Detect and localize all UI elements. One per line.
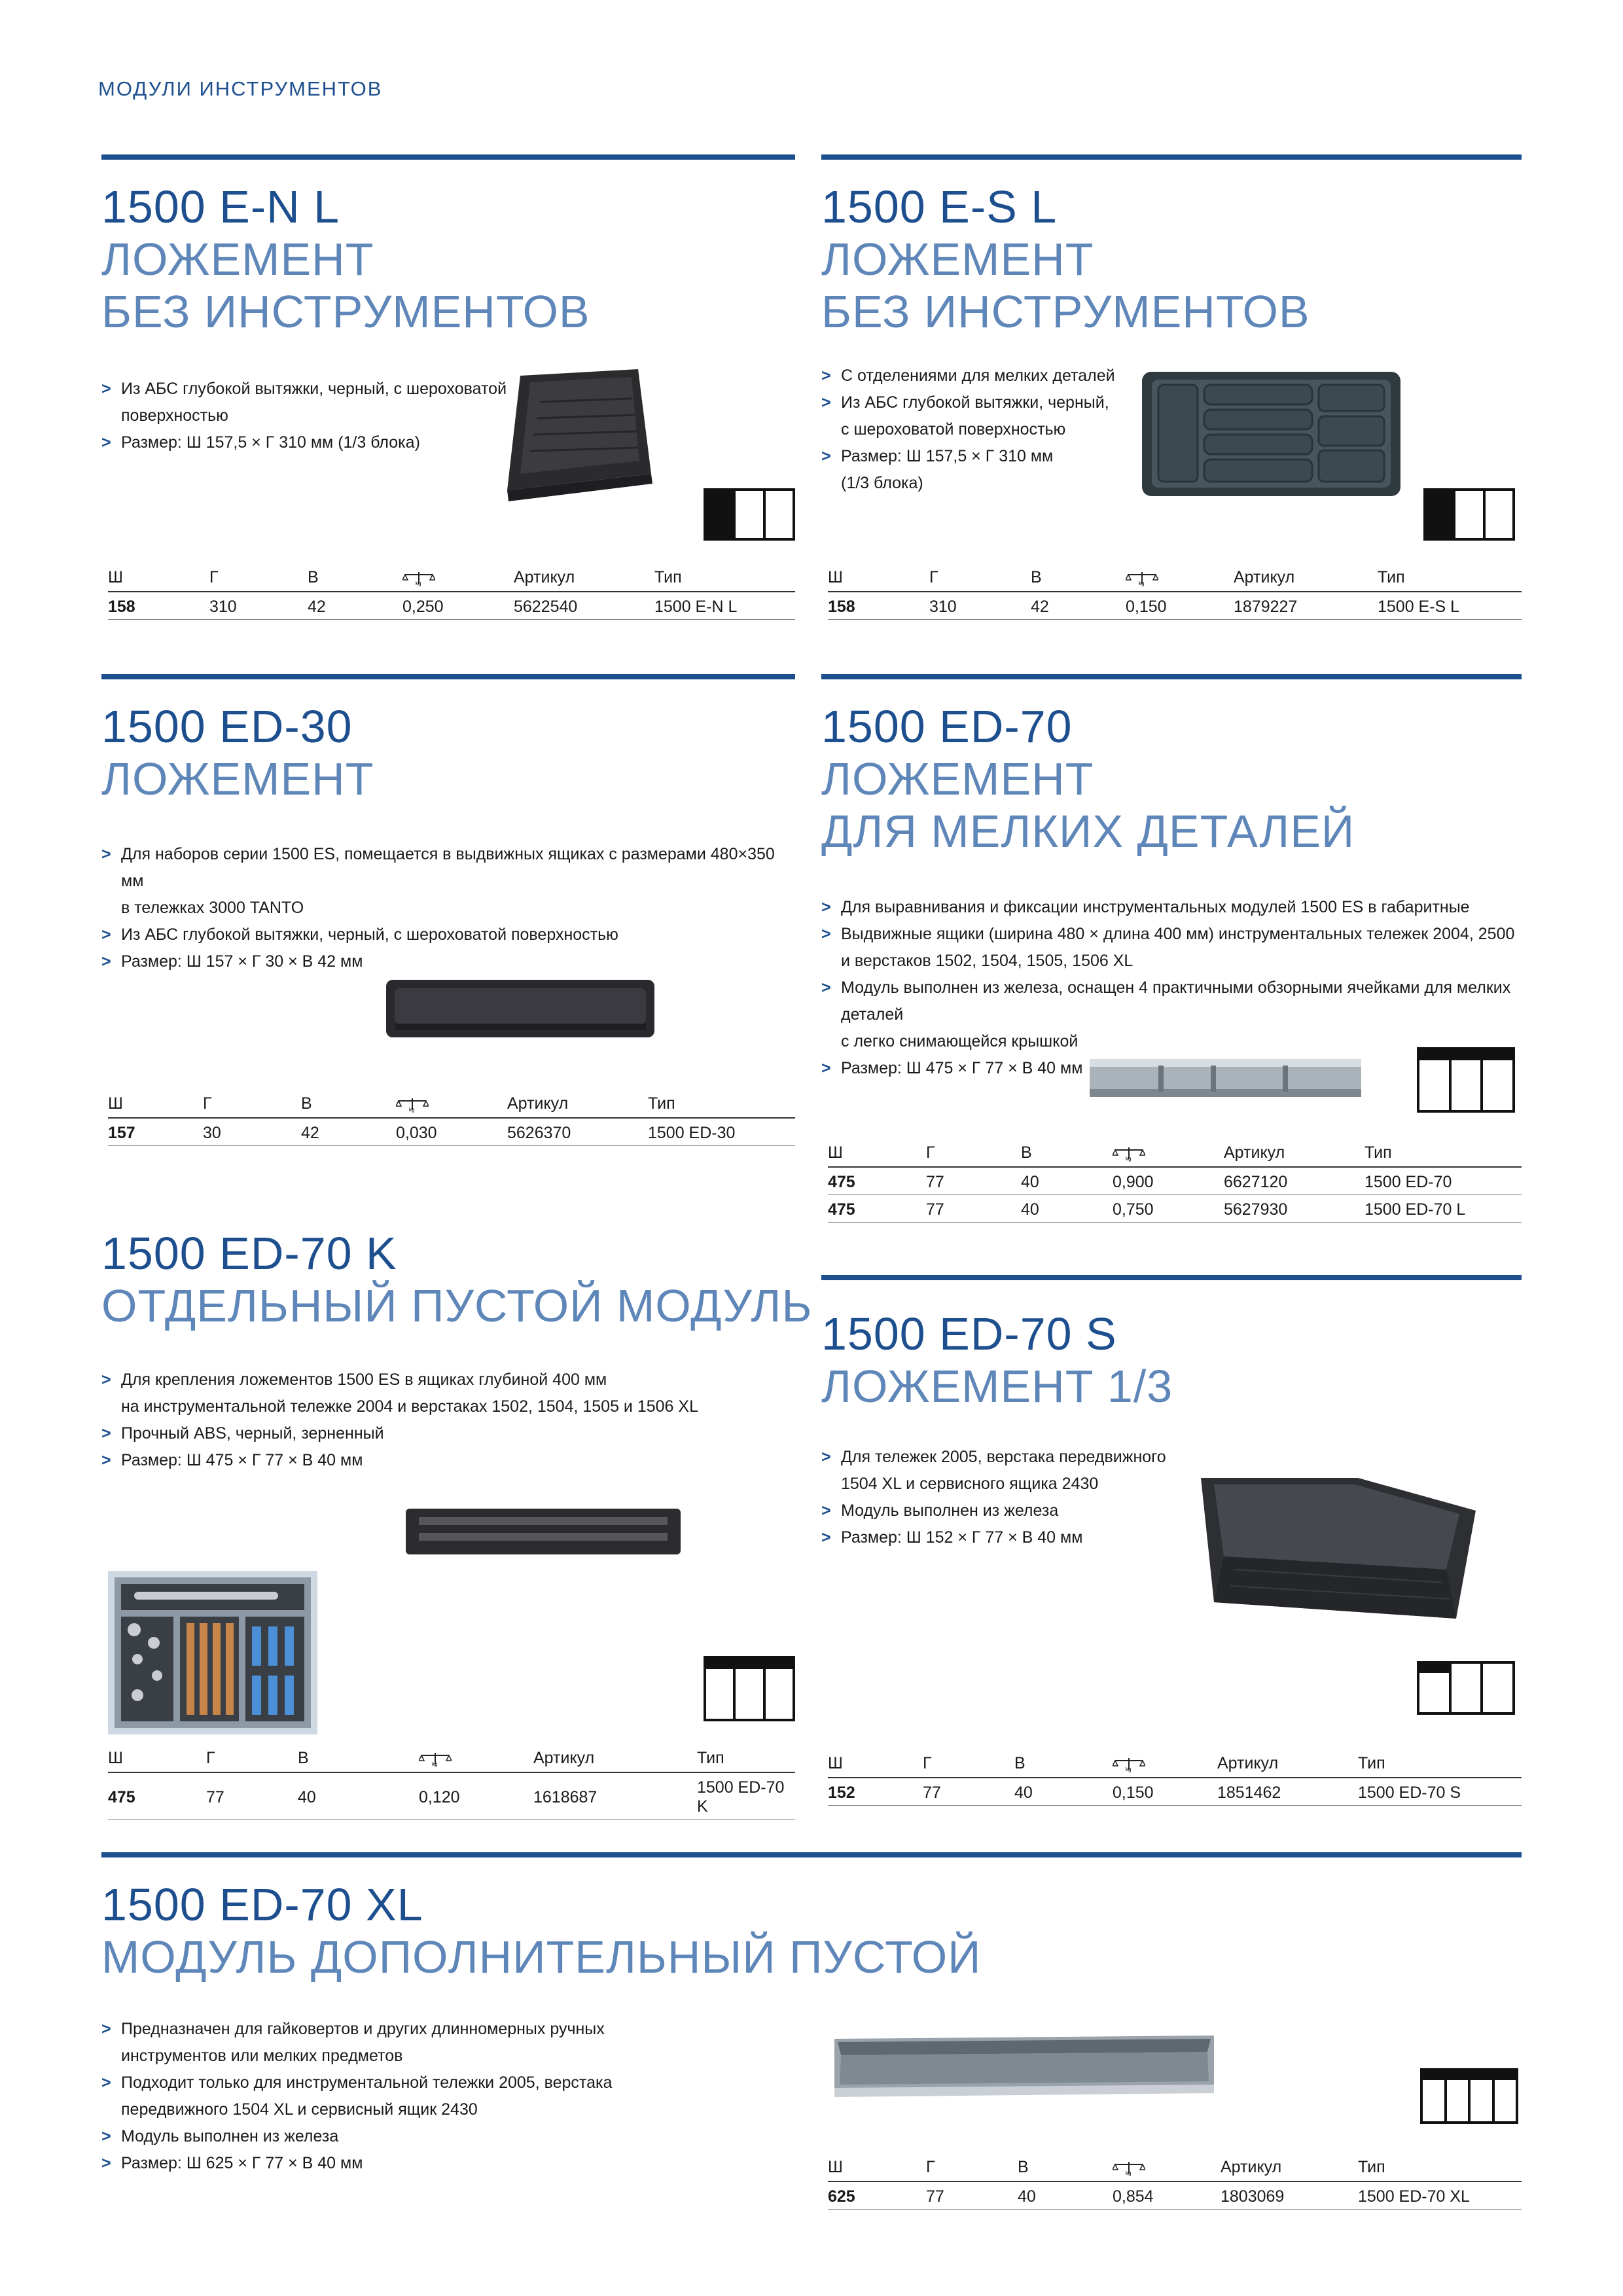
col-header-width: Ш [828,1142,926,1167]
col-header-height: В [1021,1142,1113,1167]
feature-item: > Модуль выполнен из железа, оснащен 4 практичными обзорными ячейками для мелких деталей [821,975,1522,1028]
spec-table [828,1142,1522,1223]
spec-table [108,1093,795,1146]
indicator-cell [766,488,795,541]
product-title [821,1308,1173,1412]
col-header-width: Ш [828,1753,923,1778]
product-image-module [402,1505,684,1558]
indicator-cell [1417,1047,1452,1113]
arrow-icon: > [101,380,111,398]
section-divider [821,1275,1522,1280]
weight-icon [1113,1142,1224,1167]
col-header-depth: Г [929,567,1031,592]
indicator-cell [766,1656,795,1721]
page-header: МОДУЛИ ИНСТРУМЕНТОВ [98,77,383,100]
feature-list [101,1367,789,1474]
indicator-cell [1452,1047,1484,1113]
col-header-width: Ш [828,567,929,592]
block-size-indicator [704,488,795,541]
weight-icon [419,1748,533,1772]
arrow-icon: > [101,433,111,452]
feature-list [101,2016,756,2177]
col-header-width: Ш [108,1748,206,1772]
arrow-icon: > [101,2020,111,2038]
feature-item: > Подходит только для инструментальной тележки 2005, верстака [101,2070,756,2096]
feature-item: > Размер: Ш 475 × Г 77 × В 40 мм [821,1055,1522,1082]
arrow-icon: > [821,1501,831,1520]
col-header-depth: Г [209,567,308,592]
col-header-type: Тип [1364,1142,1522,1167]
feature-item: > Предназначен для гайковертов и других длинномерных ручных [101,2016,756,2043]
feature-item: > Для наборов серии 1500 ES, помещается в выдвижных ящиках с размерами 480×350 мм [101,841,789,895]
product-subtitle: ЛОЖЕМЕНТ [101,753,374,804]
feature-item: > Размер: Ш 625 × Г 77 × В 40 мм [101,2150,756,2177]
block-size-indicator [1417,1661,1515,1715]
weight-icon [1113,1753,1217,1778]
feature-item: > Размер: Ш 157 × Г 30 × В 42 мм [101,948,789,975]
col-header-height: В [301,1093,396,1118]
col-header-depth: Г [926,1142,1021,1167]
table-row: 475 77 40 0,120 1618687 1500 ED-70 K [108,1772,795,1820]
indicator-cell [1483,1047,1515,1113]
feature-list [101,841,789,975]
product-code: 1500 ED-70 S [821,1308,1117,1359]
product-subtitle: БЕЗ ИНСТРУМЕНТОВ [101,286,590,337]
feature-item-continued: инструментов или мелких предметов [121,2047,403,2065]
product-card-ed70s [821,1275,1522,1812]
feature-item: > Из АБС глубокой вытяжки, черный, [821,389,1122,416]
col-header-depth: Г [203,1093,301,1118]
arrow-icon: > [821,1448,831,1466]
table-row: 158 310 42 0,150 1879227 1500 E-S L [828,592,1522,620]
indicator-cell-filled [704,488,736,541]
feature-item-continued: и верстаков 1502, 1504, 1505, 1506 XL [841,952,1133,970]
product-image-tray [501,363,658,503]
col-header-type: Тип [1358,1753,1522,1778]
feature-item-continued: поверхностью [121,406,228,425]
weight-icon [402,567,514,592]
product-title [101,181,590,338]
table-row: 475 77 40 0,900 6627120 1500 ED-70 [828,1167,1522,1195]
table-row: 625 77 40 0,854 1803069 1500 ED-70 XL [828,2181,1522,2210]
product-image-metal-rail [1086,1052,1364,1102]
feature-item: > С отделениями для мелких деталей [821,363,1122,389]
arrow-icon: > [821,1059,831,1077]
col-header-type: Тип [1358,2157,1522,2181]
feature-item: > Модуль выполнен из железа [821,1498,1214,1524]
product-card-esl [821,154,1522,632]
indicator-cell [1495,2068,1519,2124]
weight-icon [396,1093,507,1118]
col-header-article: Артикул [514,567,654,592]
product-subtitle: ЛОЖЕМЕНТ 1/3 [821,1361,1173,1412]
spec-table [108,1748,795,1820]
col-header-type: Тип [697,1748,795,1772]
feature-item: > Для тележек 2005, верстака передвижного [821,1444,1214,1471]
product-image-box [1194,1471,1482,1628]
arrow-icon: > [101,1451,111,1469]
feature-item: > Модуль выполнен из железа [101,2123,756,2150]
indicator-cell [1471,2068,1495,2124]
feature-item-continued: с легко снимающейся крышкой [841,1032,1079,1050]
product-image-long-channel [828,2029,1221,2101]
weight-icon [1126,567,1234,592]
indicator-cell [1417,1661,1452,1715]
feature-item: > Размер: Ш 152 × Г 77 × В 40 мм [821,1524,1214,1551]
svg-text:kg: kg [432,1761,438,1768]
arrow-icon: > [821,898,831,916]
product-code: 1500 ED-70 XL [101,1879,423,1930]
feature-item-continued: 1504 XL и сервисного ящика 2430 [841,1475,1099,1493]
spec-table [828,2157,1522,2210]
product-subtitle: ЛОЖЕМЕНТ [101,234,374,285]
arrow-icon: > [101,925,111,944]
arrow-icon: > [101,2127,111,2145]
arrow-icon: > [821,1528,831,1547]
col-header-depth: Г [206,1748,298,1772]
col-header-article: Артикул [1217,1753,1358,1778]
arrow-icon: > [821,978,831,997]
block-size-indicator [704,1656,795,1721]
feature-item: > Размер: Ш 157,5 × Г 310 мм (1/3 блока) [101,429,507,456]
spec-table [828,1753,1522,1806]
feature-item: > Из АБС глубокой вытяжки, черный, с шероховатой [101,376,507,403]
section-divider [821,674,1522,679]
arrow-icon: > [821,367,831,385]
product-code: 1500 ED-70 K [101,1228,397,1279]
col-header-type: Тип [648,1093,795,1118]
col-header-width: Ш [108,1093,203,1118]
product-title [821,181,1310,338]
feature-item: > Из АБС глубокой вытяжки, черный, с шероховатой поверхностью [101,922,789,948]
table-row: 157 30 42 0,030 5626370 1500 ED-30 [108,1118,795,1146]
arrow-icon: > [101,952,111,971]
product-card-enl [101,154,795,632]
product-card-ed70xl [101,1852,1522,2219]
section-divider [101,1852,1522,1857]
arrow-icon: > [821,447,831,465]
product-image-divided-tray [1135,365,1407,503]
product-code: 1500 ED-70 [821,701,1073,752]
col-header-article: Артикул [533,1748,697,1772]
feature-item-continued: передвижного 1504 XL и сервисный ящик 2430 [121,2100,478,2119]
feature-item: > Выдвижные ящики (ширина 480 × длина 400 мм) инструментальных тележек 2004, 2500 [821,921,1522,948]
block-size-indicator [1423,488,1515,541]
product-title [101,700,374,805]
section-divider [821,154,1522,160]
feature-item-continued: на инструментальной тележке 2004 и верстаках 1502, 1504, 1505 и 1506 XL [121,1397,698,1416]
product-subtitle: БЕЗ ИНСТРУМЕНТОВ [821,286,1310,337]
weight-icon [1113,2157,1221,2181]
svg-text:kg: kg [1139,581,1145,587]
indicator-cell [1486,488,1515,541]
svg-text:kg: kg [409,1107,415,1113]
arrow-icon: > [101,1371,111,1389]
product-title [821,700,1355,857]
feature-item: > Для крепления ложементов 1500 ES в ящиках глубиной 400 мм [101,1367,789,1393]
product-code: 1500 E-N L [101,181,340,232]
arrow-icon: > [101,845,111,863]
section-divider [101,674,795,679]
svg-text:kg: kg [1126,1767,1132,1773]
col-header-depth: Г [926,2157,1018,2181]
product-title [101,1227,812,1332]
spec-table [828,567,1522,620]
arrow-icon: > [821,393,831,412]
indicator-cell [704,1656,736,1721]
block-size-indicator [1420,2068,1518,2124]
col-header-width: Ш [108,567,209,592]
col-header-type: Тип [654,567,795,592]
product-image-drawer-with-tools [108,1571,317,1734]
block-size-indicator [1417,1047,1515,1113]
col-header-type: Тип [1378,567,1522,592]
product-title [101,1878,982,1983]
feature-list [821,363,1122,497]
arrow-icon: > [101,1424,111,1443]
col-header-article: Артикул [507,1093,648,1118]
indicator-cell [736,1656,765,1721]
spec-table [108,567,795,620]
feature-item-continued: с шероховатой поверхностью [841,420,1066,439]
table-row: 152 77 40 0,150 1851462 1500 ED-70 S [828,1778,1522,1806]
indicator-cell [1455,488,1485,541]
col-header-article: Артикул [1234,567,1378,592]
indicator-cell [1483,1661,1515,1715]
indicator-cell [736,488,765,541]
col-header-depth: Г [923,1753,1014,1778]
col-header-height: В [1018,2157,1113,2181]
arrow-icon: > [101,2073,111,2092]
product-card-ed70 [821,674,1522,1237]
col-header-height: В [308,567,402,592]
col-header-height: В [1031,567,1126,592]
feature-list [101,376,507,456]
svg-text:kg: kg [1126,2170,1132,2177]
feature-item: > Размер: Ш 157,5 × Г 310 мм [821,443,1122,470]
col-header-height: В [1014,1753,1113,1778]
indicator-cell [1420,2068,1447,2124]
product-subtitle: МОДУЛЬ ДОПОЛНИТЕЛЬНЫЙ ПУСТОЙ [101,1931,982,1982]
svg-text:kg: kg [416,581,421,587]
feature-item-continued: (1/3 блока) [841,474,923,492]
table-row: 475 77 40 0,750 5627930 1500 ED-70 L [828,1195,1522,1223]
product-subtitle: ЛОЖЕМЕНТ [821,234,1094,285]
feature-item: > Размер: Ш 475 × Г 77 × В 40 мм [101,1447,789,1474]
col-header-article: Артикул [1224,1142,1364,1167]
product-subtitle: ДЛЯ МЕЛКИХ ДЕТАЛЕЙ [821,806,1355,857]
feature-item: > Прочный ABS, черный, зерненный [101,1420,789,1447]
product-code: 1500 E-S L [821,181,1058,232]
product-image-rail [383,977,658,1042]
product-code: 1500 ED-30 [101,701,353,752]
indicator-cell [1447,2068,1471,2124]
arrow-icon: > [101,2154,111,2172]
product-card-ed30 [101,674,795,1158]
section-divider [101,154,795,160]
feature-item-continued: в тележках 3000 TANTO [121,899,304,917]
product-card-ed70k [101,1198,813,1816]
product-subtitle: ЛОЖЕМЕНТ [821,753,1094,804]
product-subtitle: ОТДЕЛЬНЫЙ ПУСТОЙ МОДУЛЬ [101,1280,813,1331]
feature-list [821,1444,1214,1551]
svg-text:kg: kg [1126,1156,1132,1162]
arrow-icon: > [821,925,831,943]
col-header-width: Ш [828,2157,926,2181]
table-row: 158 310 42 0,250 5622540 1500 E-N L [108,592,795,620]
col-header-article: Артикул [1221,2157,1358,2181]
indicator-cell [1452,1661,1484,1715]
col-header-height: В [298,1748,419,1772]
feature-item: > Для выравнивания и фиксации инструментальных модулей 1500 ES в габаритные [821,894,1522,921]
indicator-cell-filled [1423,488,1455,541]
